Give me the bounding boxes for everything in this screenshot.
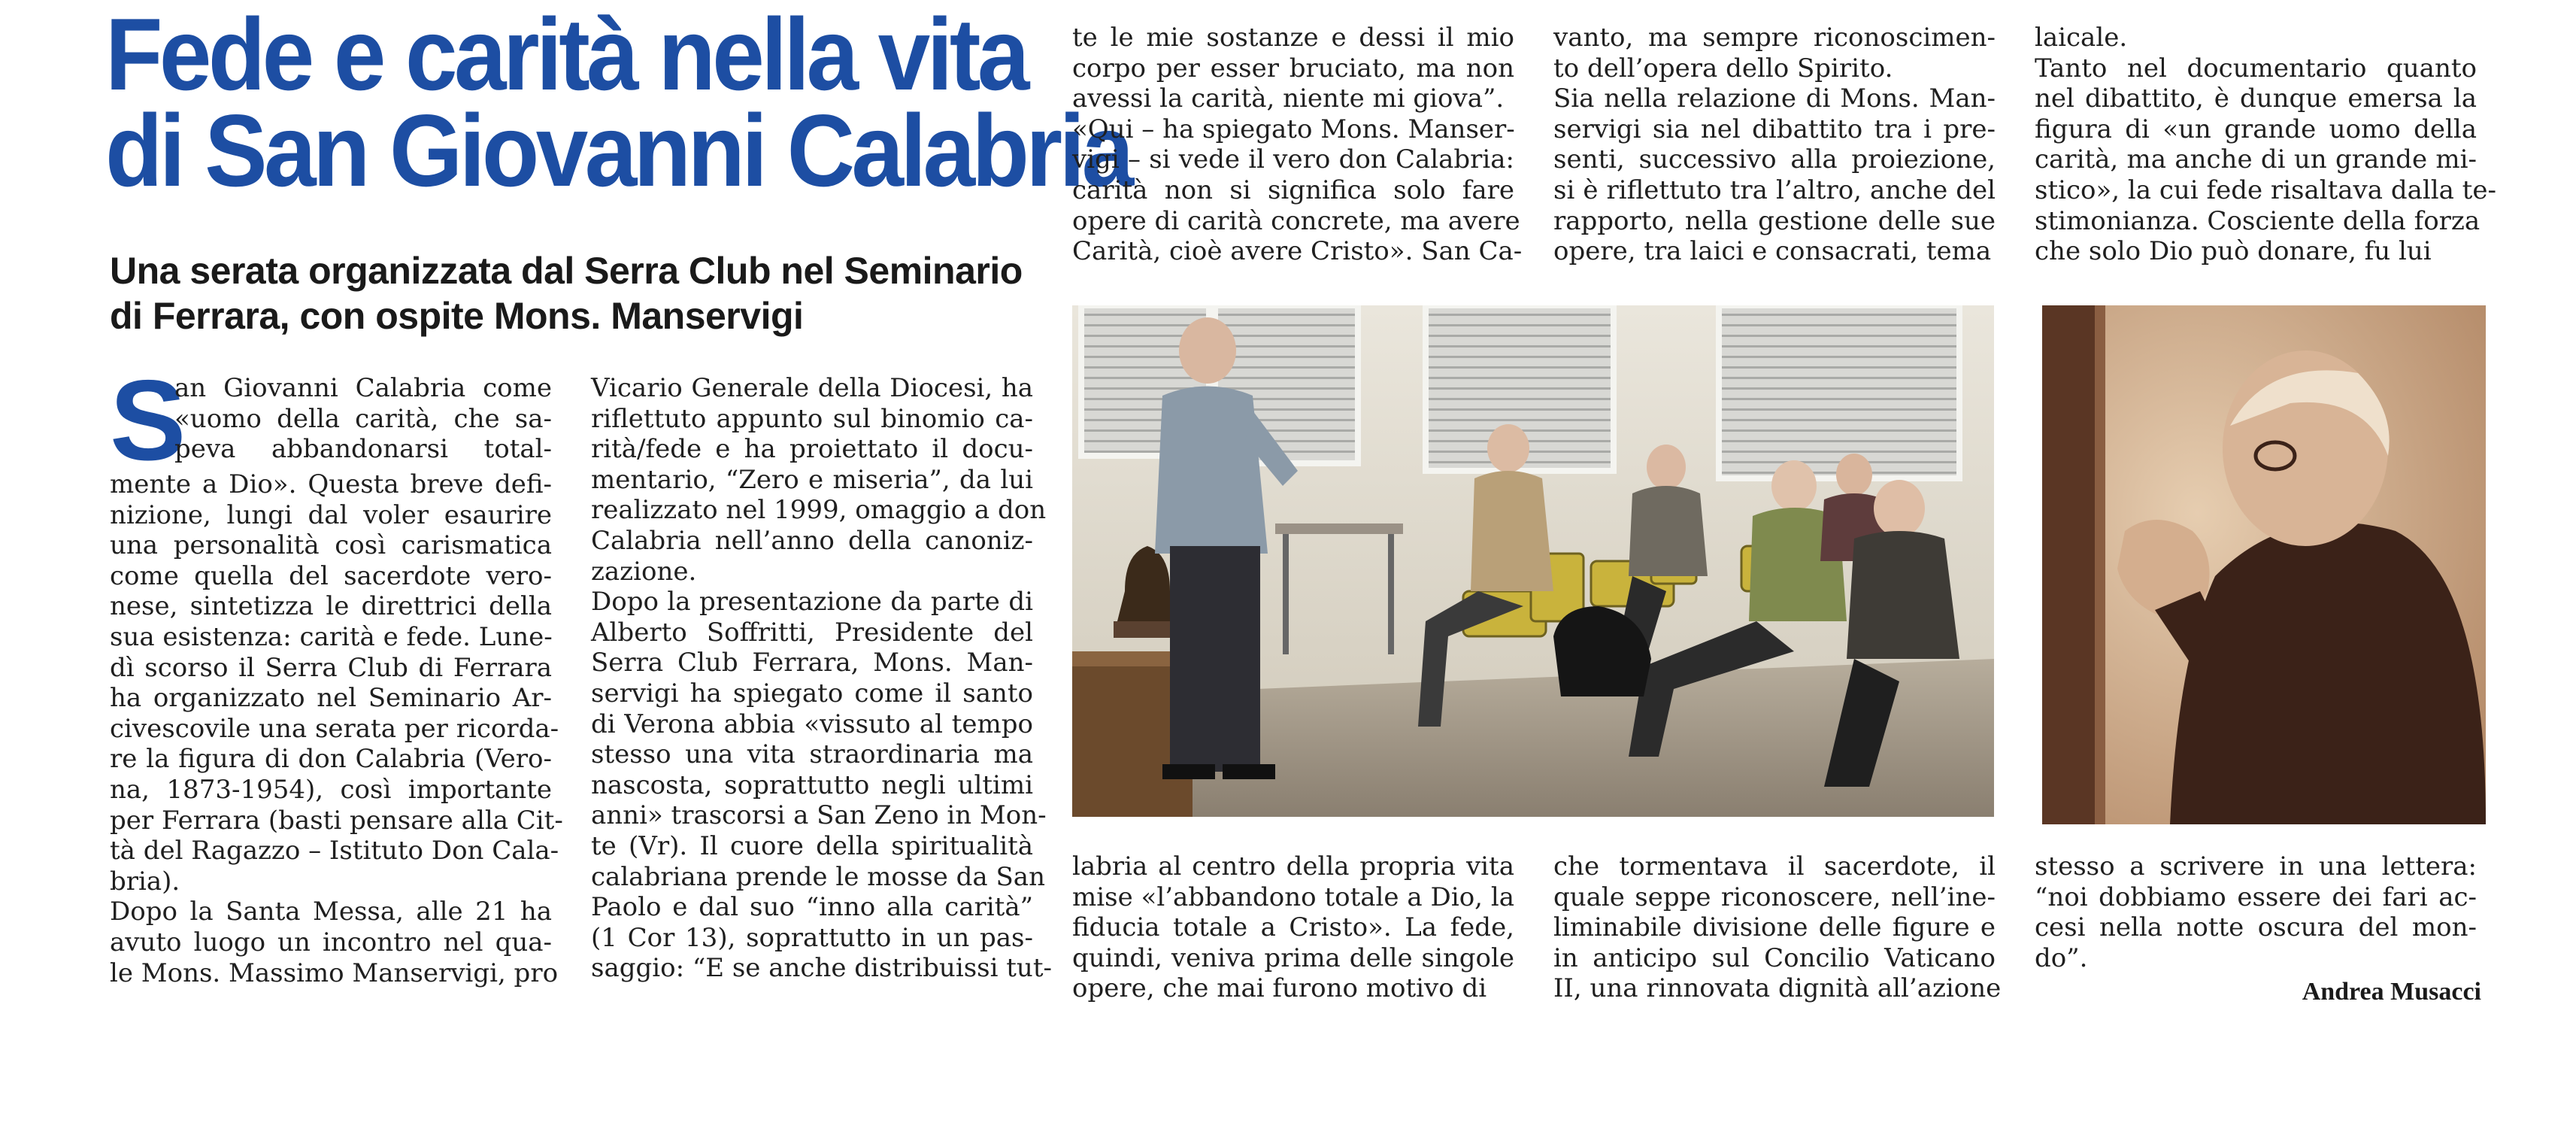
text-line: come quella del sacerdote vero-: [110, 560, 552, 591]
text-line: laicale.: [2035, 23, 2128, 53]
text-line: stesso a scrivere in una lettera:: [2035, 851, 2477, 882]
text-line: Carità, cioè avere Cristo». San Ca-: [1072, 236, 1523, 267]
text-line: corpo per esser bruciato, ma non: [1072, 53, 1514, 83]
text-line: mente a Dio». Questa breve defi-: [110, 469, 552, 499]
text-line: zazione.: [591, 556, 697, 587]
text-line: stico», la cui fede risaltava dalla te-: [2035, 174, 2496, 205]
subheadline-line-1: Una serata organizzata dal Serra Club nel Seminario: [110, 250, 1023, 292]
text-line: dì scorso il Serra Club di Ferrara: [110, 652, 552, 683]
text-column-5-top: [2035, 23, 2496, 267]
text-line: per Ferrara (basti pensare alla Cit-: [110, 805, 563, 836]
text-line: quale seppe riconoscere, nell’ine-: [1553, 882, 1996, 912]
text-line: opere, che mai furono motivo di: [1072, 973, 1487, 1004]
text-column-2: [591, 373, 1052, 984]
text-line: carità, ma anche di un grande mi-: [2035, 144, 2477, 175]
text-line: te le mie sostanze e dessi il mio: [1072, 23, 1514, 53]
text-line: vanto, ma sempre riconoscimen-: [1553, 23, 1996, 53]
text-line: labria al centro della propria vita: [1072, 851, 1514, 882]
article-headline: [105, 0, 1131, 208]
text-column-3-bottom: [1072, 851, 1514, 1004]
text-column-4-top: [1553, 23, 1996, 267]
text-line: saggio: “E se anche distribuissi tut-: [591, 953, 1052, 984]
text-line: Serra Club Ferrara, Mons. Man-: [591, 648, 1033, 678]
text-line: do”.: [2035, 942, 2088, 973]
text-line: una personalità così carismatica: [110, 530, 552, 561]
text-line: «Qui – ha spiegato Mons. Manser-: [1072, 114, 1515, 144]
text-line: carità non si significa solo fare: [1072, 174, 1514, 205]
text-line: servigi ha spiegato come il santo: [591, 678, 1033, 709]
text-column-3-top: [1072, 23, 1523, 267]
text-line: avuto luogo un incontro nel qua-: [110, 927, 552, 957]
text-line: liminabile divisione delle figure e: [1553, 912, 1996, 943]
text-line: «uomo della carità, che sa-: [174, 403, 552, 434]
text-line: Paolo e dal suo “inno alla carità”: [591, 892, 1033, 923]
text-line: vigi – si vede il vero don Calabria:: [1072, 144, 1514, 175]
text-line: opere, tra laici e consacrati, tema: [1553, 236, 1992, 267]
text-line: di Verona abbia «vissuto al tempo: [591, 709, 1033, 739]
text-line: in anticipo sul Concilio Vaticano: [1553, 942, 1996, 973]
text-line: servigi sia nel dibattito tra i pre-: [1553, 114, 1996, 144]
text-line: le Mons. Massimo Manservigi, pro: [110, 957, 559, 988]
text-line: Alberto Soffritti, Presidente del: [591, 617, 1033, 648]
portrait-photo: [2042, 305, 2486, 824]
text-column-5-bottom: [2035, 851, 2477, 973]
text-line: stimonianza. Cosciente della forza: [2035, 205, 2481, 236]
text-line: mise «l’abbandono totale a Dio, la: [1072, 882, 1514, 912]
text-line: tà del Ragazzo – Istituto Don Cala-: [110, 836, 559, 866]
article-byline: Andrea Musacci: [2302, 978, 2481, 1006]
text-line: fiducia totale a Cristo». La fede,: [1072, 912, 1514, 943]
text-line: rità/fede e ha proiettato il docu-: [591, 434, 1033, 465]
text-line: an Giovanni Calabria come: [174, 373, 552, 403]
text-line: (1 Cor 13), soprattutto in un pas-: [591, 922, 1033, 953]
text-line: rapporto, nella gestione delle sue: [1553, 205, 1996, 236]
text-line: che solo Dio può donare, fu lui: [2035, 236, 2432, 267]
text-column-4-bottom: [1553, 851, 2002, 1004]
text-line: stesso una vita straordinaria ma: [591, 739, 1033, 770]
text-line: riflettuto appunto sul binomio ca-: [591, 403, 1033, 434]
text-line: bria).: [110, 866, 180, 897]
text-line: to dell’opera dello Spirito.: [1553, 53, 1893, 83]
text-line: Tanto nel documentario quanto: [2035, 53, 2477, 83]
text-line: re la figura di don Calabria (Vero-: [110, 744, 552, 775]
text-line: Dopo la Santa Messa, alle 21 ha: [110, 897, 552, 927]
text-line: calabriana prende le mosse da San: [591, 861, 1045, 892]
text-line: anni» trascorsi a San Zeno in Mon-: [591, 800, 1047, 831]
text-line: na, 1873-1954), così importante: [110, 774, 552, 805]
text-line: Vicario Generale della Diocesi, ha: [591, 373, 1033, 403]
headline-line-2: di San Giovanni Calabria: [105, 93, 1131, 208]
drop-cap: S: [110, 357, 186, 484]
text-line: nascosta, soprattutto negli ultimi: [591, 769, 1033, 800]
text-line: che tormentava il sacerdote, il: [1553, 851, 1996, 882]
text-line: nese, sintetizza le direttrici della: [110, 591, 552, 622]
text-line: Dopo la presentazione da parte di: [591, 587, 1033, 618]
column-1-body: [110, 469, 563, 988]
text-line: opere di carità concrete, ma avere: [1072, 205, 1520, 236]
text-line: ha organizzato nel Seminario Ar-: [110, 683, 552, 714]
text-line: te (Vr). Il cuore della spiritualità: [591, 830, 1033, 861]
text-line: cesi nella notte oscura del mon-: [2035, 912, 2477, 943]
text-line: sua esistenza: carità e fede. Lune-: [110, 621, 553, 652]
text-line: senti, successivo alla proiezione,: [1553, 144, 1996, 175]
text-line: nizione, lungi dal voler esaurire: [110, 499, 552, 530]
text-line: realizzato nel 1999, omaggio a don: [591, 495, 1047, 526]
text-line: mentario, “Zero e miseria”, da lui: [591, 464, 1033, 495]
text-line: quindi, veniva prima delle singole: [1072, 942, 1514, 973]
text-line: avessi la carità, niente mi giova”.: [1072, 83, 1505, 114]
text-line: figura di «un grande uomo della: [2035, 114, 2477, 144]
meeting-photo-image: [1072, 305, 1994, 817]
text-column-1: [110, 357, 563, 988]
text-line: “noi dobbiamo essere dei fari ac-: [2035, 882, 2477, 912]
subheadline-line-2: di Ferrara, con ospite Mons. Manservigi: [110, 295, 804, 337]
text-line: peva abbandonarsi total-: [174, 434, 552, 465]
article-subheadline: [110, 248, 1072, 338]
text-line: Sia nella relazione di Mons. Man-: [1553, 83, 1996, 114]
text-line: Calabria nell’anno della canoniz-: [591, 525, 1033, 556]
headline-line-1: Fede e carità nella vita: [105, 0, 1026, 111]
text-line: II, una rinnovata dignità all’azione: [1553, 973, 2002, 1004]
text-line: civescovile una serata per ricorda-: [110, 713, 559, 744]
text-line: si è riflettuto tra l’altro, anche del: [1553, 174, 1996, 205]
text-line: nel dibattito, è dunque emersa la: [2035, 83, 2477, 114]
meeting-photo: [1072, 305, 1994, 817]
portrait-photo-image: [2042, 305, 2486, 824]
